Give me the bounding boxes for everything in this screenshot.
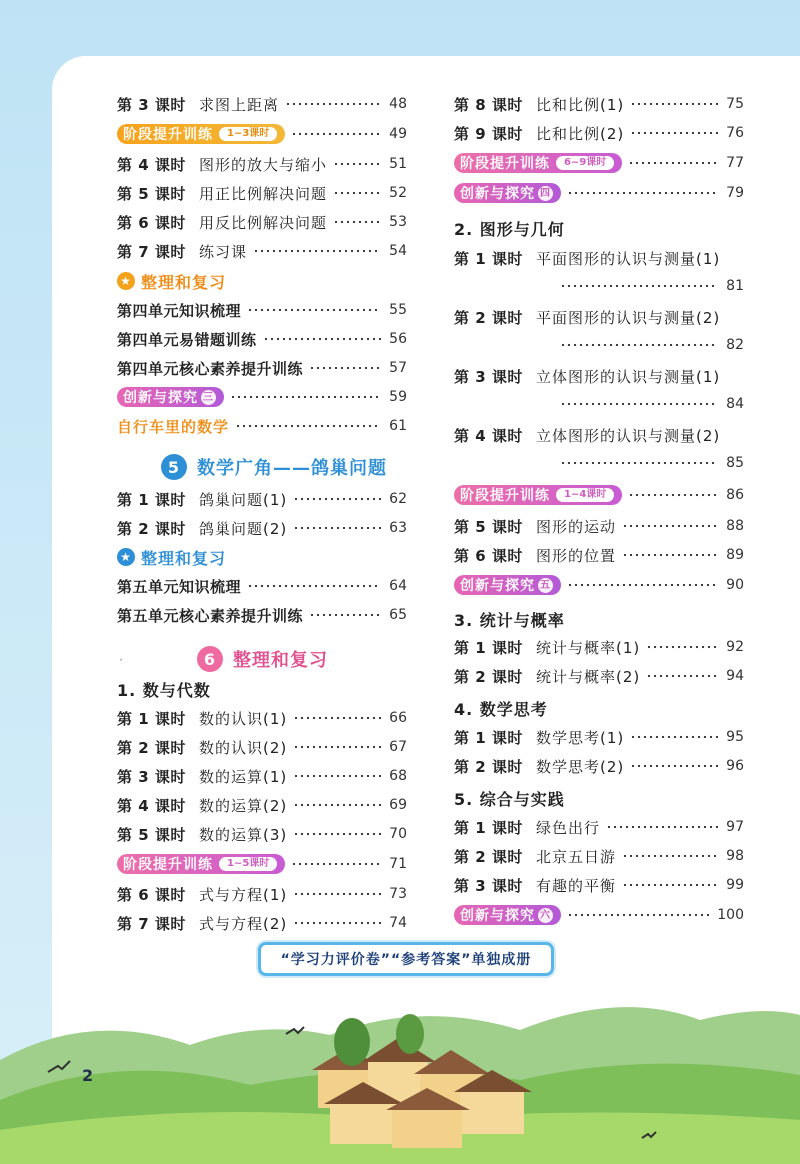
section-heading: 4. 数学思考 xyxy=(454,700,548,719)
lesson-title: 北京五日游 xyxy=(536,847,617,866)
page-ref: 63 xyxy=(389,520,407,536)
lesson-title: 数的运算(2) xyxy=(199,796,288,815)
lesson-title: 图形的位置 xyxy=(536,546,617,565)
leader-dots xyxy=(333,162,381,166)
unit-title: 整理和复习 xyxy=(233,650,328,671)
lesson-title: 立体图形的认识与测量(1) xyxy=(536,367,721,386)
pill-label: 阶段提升训练 xyxy=(460,156,550,172)
page-ref: 100 xyxy=(717,907,744,923)
page-ref: 52 xyxy=(389,185,407,201)
leader-dots xyxy=(293,892,381,896)
toc-row-explore[interactable] xyxy=(454,571,744,599)
lesson-title: 比和比例(1) xyxy=(536,95,625,114)
leader-dots xyxy=(230,395,381,399)
leader-dots xyxy=(560,343,718,347)
toc-row-stage-training[interactable] xyxy=(117,120,407,148)
page-ref: 54 xyxy=(389,243,407,259)
toc-row-continuation[interactable] xyxy=(454,390,744,418)
toc-row[interactable] xyxy=(454,633,744,661)
leader-dots xyxy=(291,132,381,136)
lesson-label: 第 2 课时 xyxy=(117,519,186,538)
leader-dots xyxy=(622,524,718,528)
lesson-label: 第 3 课时 xyxy=(117,767,186,786)
explore-pill xyxy=(454,183,561,203)
leader-dots xyxy=(628,493,718,497)
page-ref: 85 xyxy=(726,455,744,471)
lesson-label: 第 7 课时 xyxy=(117,914,186,933)
toc-row[interactable] xyxy=(117,237,407,265)
page-ref: 86 xyxy=(726,487,744,503)
page-ref: 92 xyxy=(726,639,744,655)
lesson-label: 第 3 课时 xyxy=(454,367,523,386)
page-ref: 89 xyxy=(726,547,744,563)
toc-row[interactable] xyxy=(454,119,744,147)
lesson-label: 第 1 课时 xyxy=(454,249,523,268)
page-ref: 65 xyxy=(389,607,407,623)
toc-row[interactable] xyxy=(117,208,407,236)
page-ref: 51 xyxy=(389,156,407,172)
toc-row[interactable] xyxy=(117,179,407,207)
lesson-label: 第 2 课时 xyxy=(454,667,523,686)
explore-badge: 三 xyxy=(203,391,214,403)
leader-dots xyxy=(291,862,381,866)
page-ref: 98 xyxy=(726,848,744,864)
page-ref: 68 xyxy=(389,768,407,784)
toc-row[interactable] xyxy=(454,813,744,841)
leader-dots xyxy=(560,284,718,288)
lesson-title: 图形的运动 xyxy=(536,517,617,536)
leader-dots xyxy=(263,337,381,341)
page-ref: 90 xyxy=(726,577,744,593)
page-ref: 96 xyxy=(726,758,744,774)
page-ref: 62 xyxy=(389,491,407,507)
leader-dots xyxy=(628,161,718,165)
pill-label: 创新与探究 xyxy=(460,186,535,202)
toc-row-stage-training[interactable] xyxy=(117,850,407,878)
leader-dots xyxy=(630,735,718,739)
leader-dots xyxy=(309,613,381,617)
review-heading-unit5[interactable] xyxy=(117,543,407,571)
lesson-label: 第 7 课时 xyxy=(117,242,186,261)
page-ref: 79 xyxy=(726,185,744,201)
lesson-title: 式与方程(1) xyxy=(199,885,288,904)
section-heading: 2. 图形与几何 xyxy=(454,220,565,239)
toc-row[interactable] xyxy=(117,791,407,819)
explore-pill xyxy=(454,905,561,925)
toc-row[interactable] xyxy=(454,512,744,540)
lesson-label: 第 4 课时 xyxy=(117,796,186,815)
page-number: 2 xyxy=(82,1066,94,1085)
leader-dots xyxy=(567,191,718,195)
village-landscape-illustration xyxy=(0,990,800,1164)
page-ref: 81 xyxy=(726,278,744,294)
stage-training-pill xyxy=(117,854,285,874)
pill-range: 6~9课时 xyxy=(556,156,614,170)
toc-row[interactable] xyxy=(117,150,407,178)
toc-row[interactable] xyxy=(117,514,407,542)
toc-row[interactable] xyxy=(117,90,407,118)
page-ref: 55 xyxy=(389,302,407,318)
leader-dots xyxy=(560,461,718,465)
page-ref: 71 xyxy=(389,856,407,872)
page-ref: 56 xyxy=(389,331,407,347)
leader-dots xyxy=(646,645,718,649)
pill-range: 1~3课时 xyxy=(219,127,277,141)
leader-dots xyxy=(333,220,381,224)
leader-dots xyxy=(606,825,718,829)
lesson-title: 平面图形的认识与测量(2) xyxy=(536,308,721,327)
leader-dots xyxy=(622,854,718,858)
lesson-title: 有趣的平衡 xyxy=(536,876,617,895)
section-heading: 3. 统计与概率 xyxy=(454,611,565,630)
lesson-label: 第 4 课时 xyxy=(117,155,186,174)
page-ref: 99 xyxy=(726,877,744,893)
toc-row[interactable] xyxy=(117,909,407,937)
leader-dots xyxy=(293,497,381,501)
lesson-title: 立体图形的认识与测量(2) xyxy=(536,426,721,445)
lesson-label: 第 3 课时 xyxy=(117,95,186,114)
review-title: 第四单元易错题训练 xyxy=(117,330,257,349)
explore-badge: 四 xyxy=(540,187,551,199)
leader-dots xyxy=(560,402,718,406)
toc-row[interactable] xyxy=(117,601,407,629)
section-heading: 5. 综合与实践 xyxy=(454,790,565,809)
review-heading-text: 整理和复习 xyxy=(141,548,227,568)
pill-label: 创新与探究 xyxy=(123,390,198,406)
lesson-label: 第 1 课时 xyxy=(117,490,186,509)
pill-label: 阶段提升训练 xyxy=(123,857,213,873)
lesson-label: 第 2 课时 xyxy=(454,757,523,776)
lesson-title: 数学思考(1) xyxy=(536,728,625,747)
lesson-label: 第 5 课时 xyxy=(117,825,186,844)
page-ref: 48 xyxy=(389,96,407,112)
explore-pill xyxy=(454,575,561,595)
lesson-title: 用正比例解决问题 xyxy=(199,184,328,203)
lesson-title: 图形的放大与缩小 xyxy=(199,155,328,174)
lesson-title: 数的认识(1) xyxy=(199,709,288,728)
lesson-label: 第 1 课时 xyxy=(454,728,523,747)
toc-row-continuation[interactable] xyxy=(454,449,744,477)
lesson-label: 第 6 课时 xyxy=(117,213,186,232)
review-heading xyxy=(117,270,226,293)
toc-row[interactable] xyxy=(454,541,744,569)
explore-pill xyxy=(117,387,224,407)
lesson-title: 绿色出行 xyxy=(536,818,601,837)
leader-dots xyxy=(293,803,381,807)
leader-dots xyxy=(567,583,718,587)
lesson-label: 第 6 课时 xyxy=(454,546,523,565)
toc-row[interactable] xyxy=(454,244,744,272)
pill-label: 创新与探究 xyxy=(460,578,535,594)
toc-row[interactable] xyxy=(117,296,407,324)
page-ref: 76 xyxy=(726,125,744,141)
page-ref: 66 xyxy=(389,710,407,726)
review-heading xyxy=(117,546,226,569)
page-ref: 82 xyxy=(726,337,744,353)
toc-row-stage-training[interactable] xyxy=(454,481,744,509)
leader-dots xyxy=(646,674,718,678)
pill-label: 创新与探究 xyxy=(460,908,535,924)
leader-dots xyxy=(309,366,381,370)
stage-training-pill xyxy=(454,485,622,505)
leader-dots xyxy=(567,913,711,917)
leader-dots xyxy=(622,883,718,887)
toc-row[interactable] xyxy=(117,485,407,513)
lesson-label: 第 4 课时 xyxy=(454,426,523,445)
lesson-label: 第 1 课时 xyxy=(454,818,523,837)
lesson-title: 数的认识(2) xyxy=(199,738,288,757)
leader-dots xyxy=(333,191,381,195)
page-ref: 53 xyxy=(389,214,407,230)
separate-booklet-banner: “学习力评价卷”“参考答案”单独成册 xyxy=(258,942,554,976)
explore-badge: 六 xyxy=(540,909,551,921)
toc-row[interactable] xyxy=(454,421,744,449)
page-ref: 95 xyxy=(726,729,744,745)
toc-row-continuation[interactable] xyxy=(454,272,744,300)
unit5-heading[interactable] xyxy=(161,454,387,480)
toc-row[interactable] xyxy=(454,303,744,331)
pill-label: 阶段提升训练 xyxy=(123,127,213,143)
review-heading-text: 整理和复习 xyxy=(141,272,227,292)
leader-dots xyxy=(630,102,718,106)
lesson-label: 第 2 课时 xyxy=(117,738,186,757)
toc-row[interactable] xyxy=(117,354,407,382)
review-title: 第五单元知识梳理 xyxy=(117,577,242,596)
page-ref: 88 xyxy=(726,518,744,534)
lesson-title: 数学思考(2) xyxy=(536,757,625,776)
toc-row[interactable] xyxy=(117,572,407,600)
review-heading-unit4[interactable] xyxy=(117,267,407,295)
explore-badge: 五 xyxy=(540,579,551,591)
leader-dots xyxy=(235,424,381,428)
lesson-title: 用反比例解决问题 xyxy=(199,213,328,232)
toc-row-explore[interactable] xyxy=(117,383,407,411)
toc-row[interactable] xyxy=(117,704,407,732)
leader-dots xyxy=(247,584,381,588)
stray-mark: ˏ xyxy=(118,650,123,661)
page-ref: 64 xyxy=(389,578,407,594)
lesson-title: 鸽巢问题(2) xyxy=(199,519,288,538)
section-heading: 1. 数与代数 xyxy=(117,681,211,700)
lesson-title: 统计与概率(1) xyxy=(536,638,641,657)
pill-range: 1~4课时 xyxy=(556,488,614,502)
leader-dots xyxy=(247,308,381,312)
page-ref: 49 xyxy=(389,126,407,142)
toc-row[interactable] xyxy=(454,362,744,390)
toc-row-bike-math[interactable] xyxy=(117,412,407,440)
leader-dots xyxy=(293,716,381,720)
unit-number-icon: 6 xyxy=(197,646,223,672)
lesson-title: 求图上距离 xyxy=(199,95,280,114)
toc-row-continuation[interactable] xyxy=(454,331,744,359)
page-ref: 69 xyxy=(389,797,407,813)
review-title: 第四单元知识梳理 xyxy=(117,301,242,320)
pill-range: 1~5课时 xyxy=(219,857,277,871)
leader-dots xyxy=(630,764,718,768)
page-ref: 73 xyxy=(389,886,407,902)
unit6-heading[interactable] xyxy=(197,646,328,672)
leader-dots xyxy=(285,102,381,106)
pill-label: 阶段提升训练 xyxy=(460,488,550,504)
lesson-title: 数的运算(1) xyxy=(199,767,288,786)
star-icon: ★ xyxy=(117,272,135,290)
bike-math-title: 自行车里的数学 xyxy=(117,417,230,436)
leader-dots xyxy=(293,526,381,530)
toc-row[interactable] xyxy=(117,733,407,761)
unit-title: 数学广角——鸽巢问题 xyxy=(197,458,387,479)
star-icon: ★ xyxy=(117,548,135,566)
stage-training-pill xyxy=(454,153,622,173)
page-ref: 77 xyxy=(726,155,744,171)
leader-dots xyxy=(293,774,381,778)
lesson-label: 第 9 课时 xyxy=(454,124,523,143)
toc-row[interactable] xyxy=(454,871,744,899)
toc-row[interactable] xyxy=(117,820,407,848)
lesson-title: 鸽巢问题(1) xyxy=(199,490,288,509)
page-ref: 67 xyxy=(389,739,407,755)
page-ref: 59 xyxy=(389,389,407,405)
page-ref: 94 xyxy=(726,668,744,684)
toc-row[interactable] xyxy=(454,90,744,118)
unit-number-icon: 5 xyxy=(161,454,187,480)
leader-dots xyxy=(293,921,381,925)
leader-dots xyxy=(253,249,381,253)
toc-row[interactable] xyxy=(454,752,744,780)
lesson-title: 练习课 xyxy=(199,242,248,261)
lesson-title: 统计与概率(2) xyxy=(536,667,641,686)
page-ref: 57 xyxy=(389,360,407,376)
lesson-label: 第 8 课时 xyxy=(454,95,523,114)
toc-row[interactable] xyxy=(454,662,744,690)
lesson-title: 数的运算(3) xyxy=(199,825,288,844)
leader-dots xyxy=(293,832,381,836)
lesson-label: 第 5 课时 xyxy=(117,184,186,203)
toc-row[interactable] xyxy=(454,842,744,870)
leader-dots xyxy=(630,131,718,135)
page-ref: 84 xyxy=(726,396,744,412)
lesson-label: 第 2 课时 xyxy=(454,847,523,866)
lesson-title: 式与方程(2) xyxy=(199,914,288,933)
stage-training-pill xyxy=(117,124,285,144)
page-ref: 75 xyxy=(726,96,744,112)
page-ref: 70 xyxy=(389,826,407,842)
toc-row[interactable] xyxy=(454,723,744,751)
toc-row-explore[interactable] xyxy=(454,179,744,207)
toc-row[interactable] xyxy=(117,880,407,908)
page-ref: 61 xyxy=(389,418,407,434)
page-ref: 74 xyxy=(389,915,407,931)
lesson-label: 第 1 课时 xyxy=(454,638,523,657)
lesson-label: 第 6 课时 xyxy=(117,885,186,904)
review-title: 第五单元核心素养提升训练 xyxy=(117,606,304,625)
review-title: 第四单元核心素养提升训练 xyxy=(117,359,304,378)
lesson-label: 第 5 课时 xyxy=(454,517,523,536)
toc-row-explore[interactable] xyxy=(454,901,744,929)
leader-dots xyxy=(622,553,718,557)
lesson-label: 第 2 课时 xyxy=(454,308,523,327)
toc-row-stage-training[interactable] xyxy=(454,149,744,177)
lesson-title: 比和比例(2) xyxy=(536,124,625,143)
lesson-title: 平面图形的认识与测量(1) xyxy=(536,249,721,268)
toc-row[interactable] xyxy=(117,325,407,353)
leader-dots xyxy=(293,745,381,749)
lesson-label: 第 3 课时 xyxy=(454,876,523,895)
toc-row[interactable] xyxy=(117,762,407,790)
page-ref: 97 xyxy=(726,819,744,835)
lesson-label: 第 1 课时 xyxy=(117,709,186,728)
